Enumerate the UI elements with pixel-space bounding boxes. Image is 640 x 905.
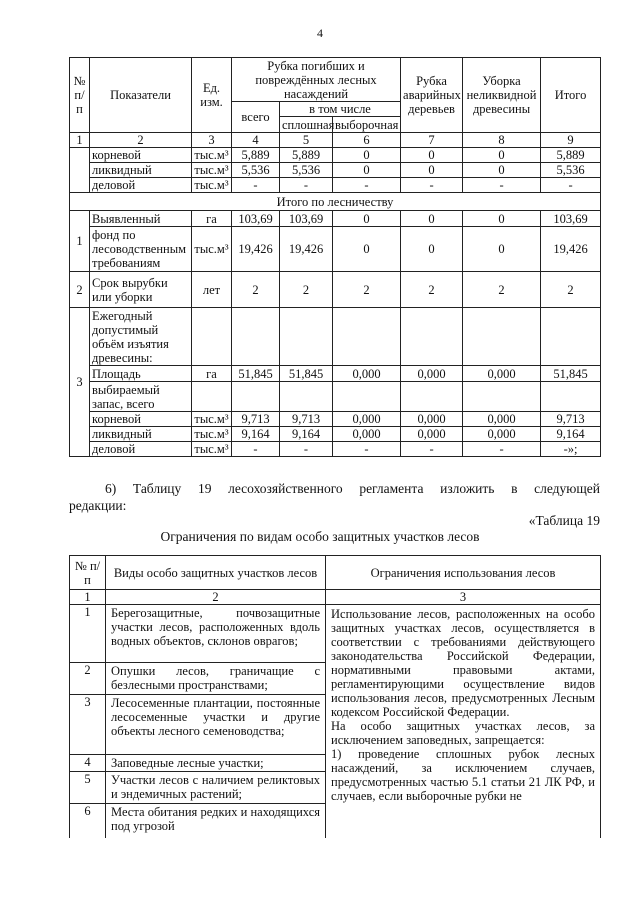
paragraph-amendment: 6) Таблицу 19 лесохозяйственного регламента изложить в следующей: [105, 481, 600, 496]
col-num: 9: [541, 133, 601, 148]
table-row: 3 Ежегодный допустимый объём изъятия древесины:: [70, 308, 601, 366]
header-indicators: Показатели: [90, 58, 192, 133]
group-num: 2: [70, 272, 90, 308]
header-including: в том числе: [280, 102, 401, 117]
header-types: Виды особо защитных участков лесов: [106, 556, 326, 590]
table-title: Ограничения по видам особо защитных участков лесов: [160, 529, 480, 544]
col-num: 8: [463, 133, 541, 148]
col-num: 4: [232, 133, 280, 148]
col-num: 3: [192, 133, 232, 148]
table-row: фонд по лесоводственным требованиям тыс.м³ 19,426 19,426 0 0 0 19,426: [70, 227, 601, 272]
section-title: Итого по лесничеству: [70, 193, 601, 211]
col-num: 3: [326, 590, 601, 605]
table-row: корневой тыс.м³ 9,713 9,713 0,000 0,000 0,000 9,713: [70, 412, 601, 427]
table-row: деловой тыс.м³ - - - - - -: [70, 178, 601, 193]
table-row: 6 Места обитания редких и находящихся под угрозой: [70, 804, 601, 838]
table-row: деловой тыс.м³ - - - - - -»;: [70, 442, 601, 457]
table-row: корневой тыс.м³ 5,889 5,889 0 0 0 5,889: [70, 148, 601, 163]
table-row: 5 Участки лесов с наличием реликтовых и эндемичных растений;: [70, 772, 601, 804]
table-row: Площадь га 51,845 51,845 0,000 0,000 0,000 51,845: [70, 366, 601, 382]
col-num: 1: [70, 590, 106, 605]
table-row: ликвидный тыс.м³ 5,536 5,536 0 0 0 5,536: [70, 163, 601, 178]
paragraph-amendment-cont: редакции:: [69, 498, 127, 513]
table-row: 1 Выявленный га 103,69 103,69 0 0 0 103,69: [70, 211, 601, 227]
header-total-all: всего: [232, 102, 280, 133]
header-total: Итого: [541, 58, 601, 133]
col-num: 7: [401, 133, 463, 148]
col-num: 2: [106, 590, 326, 605]
table-row: 4 Заповедные лесные участки;: [70, 755, 601, 772]
column-numbers-row: [70, 133, 601, 148]
table-row: 1 Берегозащитные, почвозащитные участки лесов, расположенных вдоль водных объектов, склонов оврагов; Использование лесов, расположенных на особо защитных участках лесов, осуществляется в соответствии с требованиями действующего законодательства Российской Федерации, нормативными правовыми актами, регламентирующими осуществление видов использования лесов, предусмотренных Лесным кодексом Российской Федерации. На особо защитных участках лесов, за исключением заповедных, запрещается: 1) проведение сплошных рубок лесных насаждений, за исключением случаев, предусмотренных частью 5.1 статьи 21 ЛК РФ, и случаев, если выборочные рубки не: [70, 605, 601, 663]
header-restrictions: Ограничения использования лесов: [326, 556, 601, 590]
col-num: 1: [70, 133, 90, 148]
table-row: 3 Лесосеменные плантации, постоянные лесосеменные участки и другие объекты лесного семеноводства;: [70, 695, 601, 755]
table-row: ликвидный тыс.м³ 9,164 9,164 0,000 0,000 0,000 9,164: [70, 427, 601, 442]
group-num: 3: [70, 308, 90, 457]
header-selective: выборочная: [333, 117, 401, 133]
header-num: № п/п: [70, 58, 90, 133]
col-num: 2: [90, 133, 192, 148]
header-clear: сплошная: [280, 117, 333, 133]
header-felling-dead: Рубка погибших и повреждённых лесных насаждений: [232, 58, 401, 102]
col-num: 6: [333, 133, 401, 148]
restrictions-text: Использование лесов, расположенных на особо защитных участках лесов, осуществляется в соответствии с требованиями действующего законодательства Российской Федерации, нормативными правовыми актами, регламентирующими осуществление видов использования лесов, предусмотренных Лесным кодексом Российской Федерации. На особо защитных участках лесов, за исключением заповедных, запрещается: 1) проведение сплошных рубок лесных насаждений, за исключением случаев, предусмотренных частью 5.1 статьи 21 ЛК РФ, и случаев, если выборочные рубки не: [326, 605, 601, 838]
table-row: 2 Опушки лесов, граничащие с безлесными пространствами;: [70, 663, 601, 695]
group-num: 1: [70, 211, 90, 272]
table-caption: «Таблица 19: [528, 513, 600, 528]
table-row: выбираемый запас, всего: [70, 382, 601, 412]
table-row: 2 Срок вырубки или уборки лет 2 2 2 2 2 2: [70, 272, 601, 308]
page-number: 4: [317, 26, 323, 40]
header-num: № п/п: [70, 556, 106, 590]
forestry-volume-table: [69, 57, 601, 457]
col-num: 5: [280, 133, 333, 148]
header-felling-emergency: Рубка аварийных деревьев: [401, 58, 463, 133]
protection-restrictions-table: [69, 555, 601, 838]
header-cleanup: Уборка неликвидной древесины: [463, 58, 541, 133]
header-unit: Ед. изм.: [192, 58, 232, 133]
